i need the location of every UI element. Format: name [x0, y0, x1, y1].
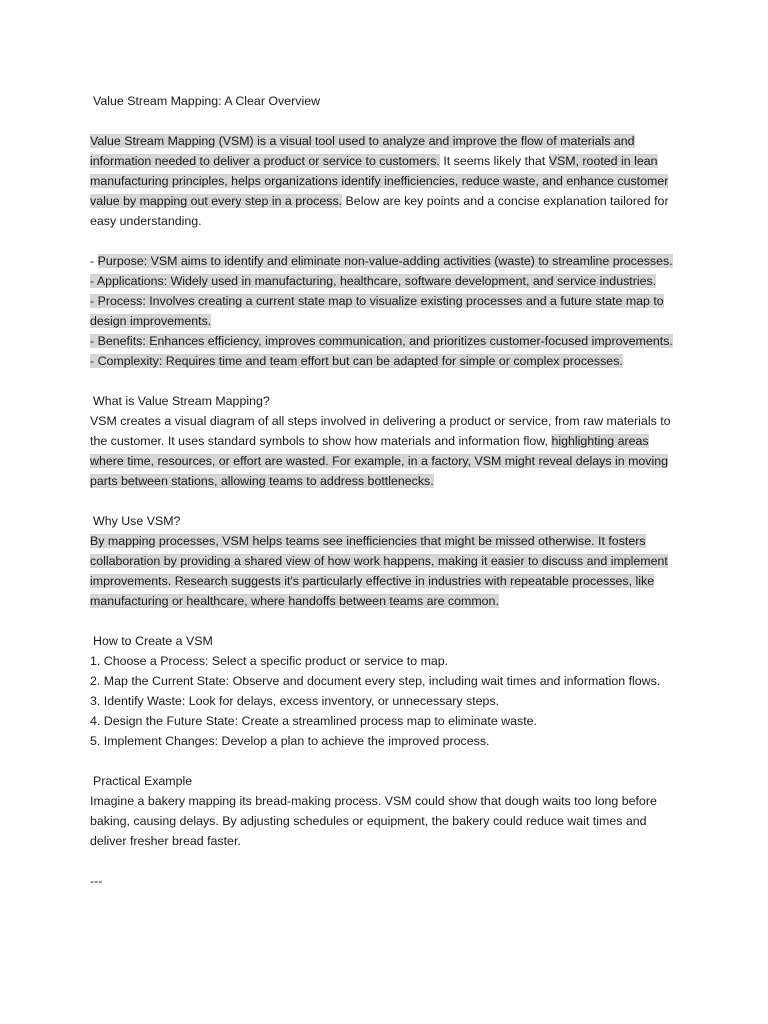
key-point-text: Applications: Widely used in manufacturing, healthcare, software development, and service industries. [96, 274, 657, 288]
intro-sentence-1: Value Stream Mapping (VSM) is a visual tool used to analyze and improve the flow of materials and information needed to deliver a product or service to customers. [90, 134, 635, 168]
what-is-paragraph [90, 411, 680, 491]
key-point-applications [90, 271, 680, 291]
key-point-text: Benefits: Enhances efficiency, improves communication, and prioritizes customer-focused improvements. [97, 334, 673, 348]
example-paragraph: Imagine a bakery mapping its bread-making process. VSM could show that dough waits too long before baking, causing delays. By adjusting schedules or equipment, the bakery could reduce wait times and deliver fresher bread faster. [90, 794, 657, 848]
why-use-paragraph [90, 531, 680, 611]
key-point-text: Purpose: VSM aims to identify and eliminate non-value-adding activities (waste) to streamline processes. [97, 254, 673, 268]
key-point-purpose [90, 251, 680, 271]
key-points-list [90, 251, 680, 371]
intro-paragraph [90, 131, 680, 231]
key-point-dash: - [90, 354, 98, 368]
intro-sentence-2: It seems likely that [439, 154, 549, 168]
step-item: 3. Identify Waste: Look for delays, excess inventory, or unnecessary steps. [90, 694, 500, 708]
steps-list [90, 651, 680, 751]
intro-sentence-4: Below are key points and a concise explanation tailored for easy understanding. [90, 194, 669, 228]
step-item: 2. Map the Current State: Observe and document every step, including wait times and information flows. [90, 674, 661, 688]
key-point-text: Complexity: Requires time and team effort but can be adapted for simple or complex processes. [97, 354, 623, 368]
what-is-text-2: highlighting areas where time, resources, or effort are wasted. For example, in a factory, VSM might reveal delays in moving parts between stations, allowing teams to address bottlenecks. [90, 434, 669, 488]
spacer [90, 491, 680, 511]
spacer [90, 371, 680, 391]
what-is-text-1: VSM creates a visual diagram of all steps involved in delivering a product or service, from raw materials to the customer. It uses standard symbols to show how materials and information flow, [90, 414, 671, 448]
section-heading-what-is: What is Value Stream Mapping? [93, 394, 270, 408]
key-point-dash: - [90, 254, 98, 268]
spacer [90, 611, 680, 631]
why-use-text: By mapping processes, VSM helps teams see inefficiencies that might be missed otherwise. It fosters collaboration by providing a shared view of how work happens, making it easier to discuss and implement improvements. Research suggests it's particularly effective in industries with repeatable processes, like manufacturing or healthcare, where handoffs between teams are common. [90, 534, 668, 608]
step-item: 4. Design the Future State: Create a streamlined process map to eliminate waste. [90, 714, 537, 728]
section-heading-how-to: How to Create a VSM [93, 634, 213, 648]
step-item: 1. Choose a Process: Select a specific product or service to map. [90, 654, 449, 668]
key-point-process [90, 291, 680, 331]
key-point-text: Process: Involves creating a current state map to visualize existing processes and a future state map to design improvements. [90, 294, 664, 328]
key-point-dash: - [90, 274, 97, 288]
document-title: Value Stream Mapping: A Clear Overview [93, 94, 321, 108]
section-heading-example: Practical Example [93, 774, 193, 788]
spacer [90, 111, 680, 131]
separator-line: --- [90, 874, 103, 888]
key-point-complexity [90, 351, 680, 371]
spacer [90, 851, 680, 871]
spacer [90, 751, 680, 771]
step-item: 5. Implement Changes: Develop a plan to achieve the improved process. [90, 734, 490, 748]
section-heading-why-use: Why Use VSM? [93, 514, 181, 528]
key-point-dash: - [90, 334, 98, 348]
spacer [90, 231, 680, 251]
intro-sentence-3: VSM, rooted in lean manufacturing principles, helps organizations identify inefficiencies, reduce waste, and enhance customer value by mapping out every step in a process. [90, 154, 669, 208]
key-point-benefits [90, 331, 680, 351]
document-body [90, 91, 680, 891]
key-point-dash: - [90, 294, 98, 308]
